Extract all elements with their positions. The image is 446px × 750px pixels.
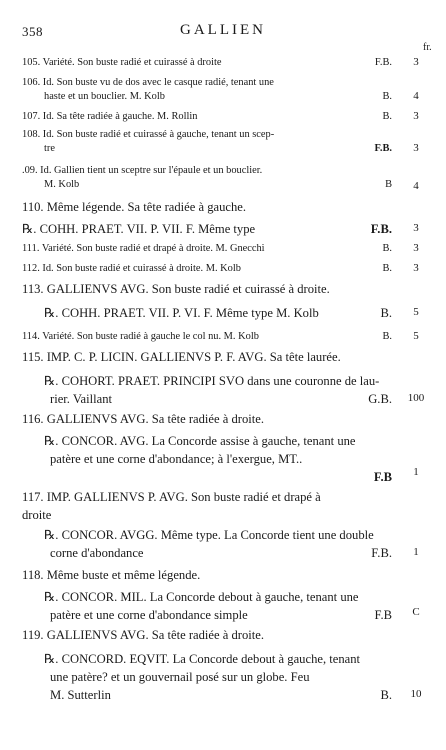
entry-118 bbox=[22, 566, 392, 584]
entry-106 bbox=[22, 76, 392, 104]
page-number: 358 bbox=[22, 24, 43, 39]
entry-113r-line-1: ℞. COHH. PRAET. VII. P. VI. F. Même type M. Kolb bbox=[44, 306, 319, 320]
entry-110r-line-1: ℞. COHH. PRAET. VII. P. VII. F. Même type bbox=[22, 222, 256, 236]
entry-108-line-2: tre bbox=[44, 143, 55, 154]
entry-114 bbox=[22, 330, 392, 344]
entry-116r-line-1: ℞. CONCOR. AVG. La Concorde assise à gauche, tenant une bbox=[44, 434, 356, 448]
entry-112-line-1: 112. Id. Son buste radié et cuirassé à droite. M. Kolb bbox=[22, 263, 241, 274]
entry-116r-rarity: 1 bbox=[413, 466, 419, 478]
entry-115r-value: G.B. bbox=[368, 392, 392, 406]
entry-115r-rarity: 100 bbox=[407, 392, 425, 404]
entry-116-reverse bbox=[22, 432, 392, 484]
entry-111-value: B. bbox=[382, 243, 392, 254]
entry-106-value: B. bbox=[382, 91, 392, 102]
entry-109-value: B bbox=[385, 179, 392, 190]
entry-108-value: F.B. bbox=[374, 143, 392, 154]
entry-117r-value: F.B. bbox=[371, 546, 392, 560]
entry-118r-rarity: C bbox=[412, 606, 420, 618]
entry-116-line-1: 116. GALLIENVS AVG. Sa tête radiée à droite. bbox=[22, 412, 265, 426]
entry-117-line-1: 117. IMP. GALLIENVS P. AVG. Son buste radié et drapé à bbox=[22, 490, 321, 504]
entry-106-line-2: haste et un bouclier. M. Kolb bbox=[44, 91, 165, 102]
entry-105-rarity: 3 bbox=[413, 56, 419, 68]
entry-119r-line-2: une patère? et un gouvernail posé sur un globe. Feu bbox=[50, 670, 310, 684]
entry-113-reverse bbox=[22, 304, 392, 322]
entry-107-line-1: 107. Id. Sa tête radiée à gauche. M. Rollin bbox=[22, 111, 198, 122]
entry-115r-line-1: ℞. COHORT. PRAET. PRINCIPI SVO dans une couronne de lau- bbox=[44, 374, 380, 388]
entry-110r-value: F.B. bbox=[370, 222, 392, 236]
entry-115-line-1: 115. IMP. C. P. LICIN. GALLIENVS P. F. AVG. Sa tête laurée. bbox=[22, 350, 341, 364]
entry-110r-rarity: 3 bbox=[413, 222, 419, 234]
rarity-column-label: fr. bbox=[423, 42, 432, 53]
entry-119r-value: B. bbox=[380, 688, 392, 702]
entry-108-rarity: 3 bbox=[413, 142, 419, 154]
entry-119r-line-1: ℞. CONCORD. EQVIT. La Concorde debout à gauche, tenant bbox=[44, 652, 361, 666]
entry-117-line-2: droite bbox=[22, 508, 52, 522]
entry-116r-line-2: patère et une corne d'abondance; à l'exergue, MT.. bbox=[50, 452, 303, 466]
entry-109-line-1: .09. Id. Gallien tient un sceptre sur l'épaule et un bouclier. bbox=[22, 165, 263, 176]
entry-106-line-1: 106. Id. Son buste vu de dos avec le casque radié, tenant une bbox=[22, 77, 274, 88]
entry-119r-rarity: 10 bbox=[410, 688, 422, 700]
entry-111 bbox=[22, 242, 392, 256]
entry-105-value: F.B. bbox=[374, 57, 392, 68]
entry-118r-line-1: ℞. CONCOR. MIL. La Concorde debout à gauche, tenant une bbox=[44, 590, 359, 604]
entry-108 bbox=[22, 128, 392, 156]
entry-113r-rarity: 5 bbox=[413, 306, 419, 318]
entry-109-rarity: 4 bbox=[413, 180, 419, 192]
entry-105-line-1: 105. Variété. Son buste radié et cuirassé à droite bbox=[22, 57, 222, 68]
entry-115-reverse bbox=[22, 372, 392, 408]
entry-108-line-1: 108. Id. Son buste radié et cuirassé à gauche, tenant un scep- bbox=[22, 129, 275, 140]
entry-116r-value: F.B bbox=[373, 470, 392, 484]
entry-117 bbox=[22, 488, 392, 524]
entry-112 bbox=[22, 262, 392, 276]
entry-119 bbox=[22, 626, 392, 644]
entry-115 bbox=[22, 348, 392, 366]
entry-113r-value: B. bbox=[380, 306, 392, 320]
entry-112-rarity: 3 bbox=[413, 262, 419, 274]
entry-112-value: B. bbox=[382, 263, 392, 274]
entry-118-line-1: 118. Même buste et même légende. bbox=[22, 568, 201, 582]
entry-119-reverse bbox=[22, 650, 392, 704]
entry-117r-line-2: corne d'abondance bbox=[50, 546, 144, 560]
running-head: GALLIEN bbox=[180, 22, 266, 38]
entry-117r-line-1: ℞. CONCOR. AVGG. Même type. La Concorde tient une double bbox=[44, 528, 374, 542]
entry-114-rarity: 5 bbox=[413, 330, 419, 342]
entry-113 bbox=[22, 280, 392, 298]
entry-107 bbox=[22, 110, 392, 124]
entry-114-line-1: 114. Variété. Son buste radié à gauche le col nu. M. Kolb bbox=[22, 331, 259, 342]
entry-116 bbox=[22, 410, 392, 428]
entry-119r-line-3: M. Sutterlin bbox=[50, 688, 111, 702]
entry-109 bbox=[22, 164, 392, 192]
entry-118r-line-2: patère et une corne d'abondance simple bbox=[50, 608, 248, 622]
entry-105 bbox=[22, 56, 392, 70]
entry-114-value: B. bbox=[382, 331, 392, 342]
entry-119-line-1: 119. GALLIENVS AVG. Sa tête radiée à droite. bbox=[22, 628, 265, 642]
entry-118-reverse bbox=[22, 588, 392, 624]
entry-115r-line-2: rier. Vaillant bbox=[50, 392, 113, 406]
entry-118r-value: F.B bbox=[374, 608, 392, 622]
entry-117r-rarity: 1 bbox=[413, 546, 419, 558]
entry-111-rarity: 3 bbox=[413, 242, 419, 254]
entry-117-reverse bbox=[22, 526, 392, 562]
entry-110 bbox=[22, 198, 392, 216]
entry-113-line-1: 113. GALLIENVS AVG. Son buste radié et cuirassé à droite. bbox=[22, 282, 330, 296]
entry-109-line-2: M. Kolb bbox=[44, 179, 80, 190]
entry-107-rarity: 3 bbox=[413, 110, 419, 122]
entry-106-rarity: 4 bbox=[413, 90, 419, 102]
entry-110-line-1: 110. Même légende. Sa tête radiée à gauche. bbox=[22, 200, 247, 214]
entry-110-reverse bbox=[22, 220, 392, 238]
entry-111-line-1: 111. Variété. Son buste radié et drapé à droite. M. Gnecchi bbox=[22, 243, 265, 254]
entry-107-value: B. bbox=[382, 111, 392, 122]
